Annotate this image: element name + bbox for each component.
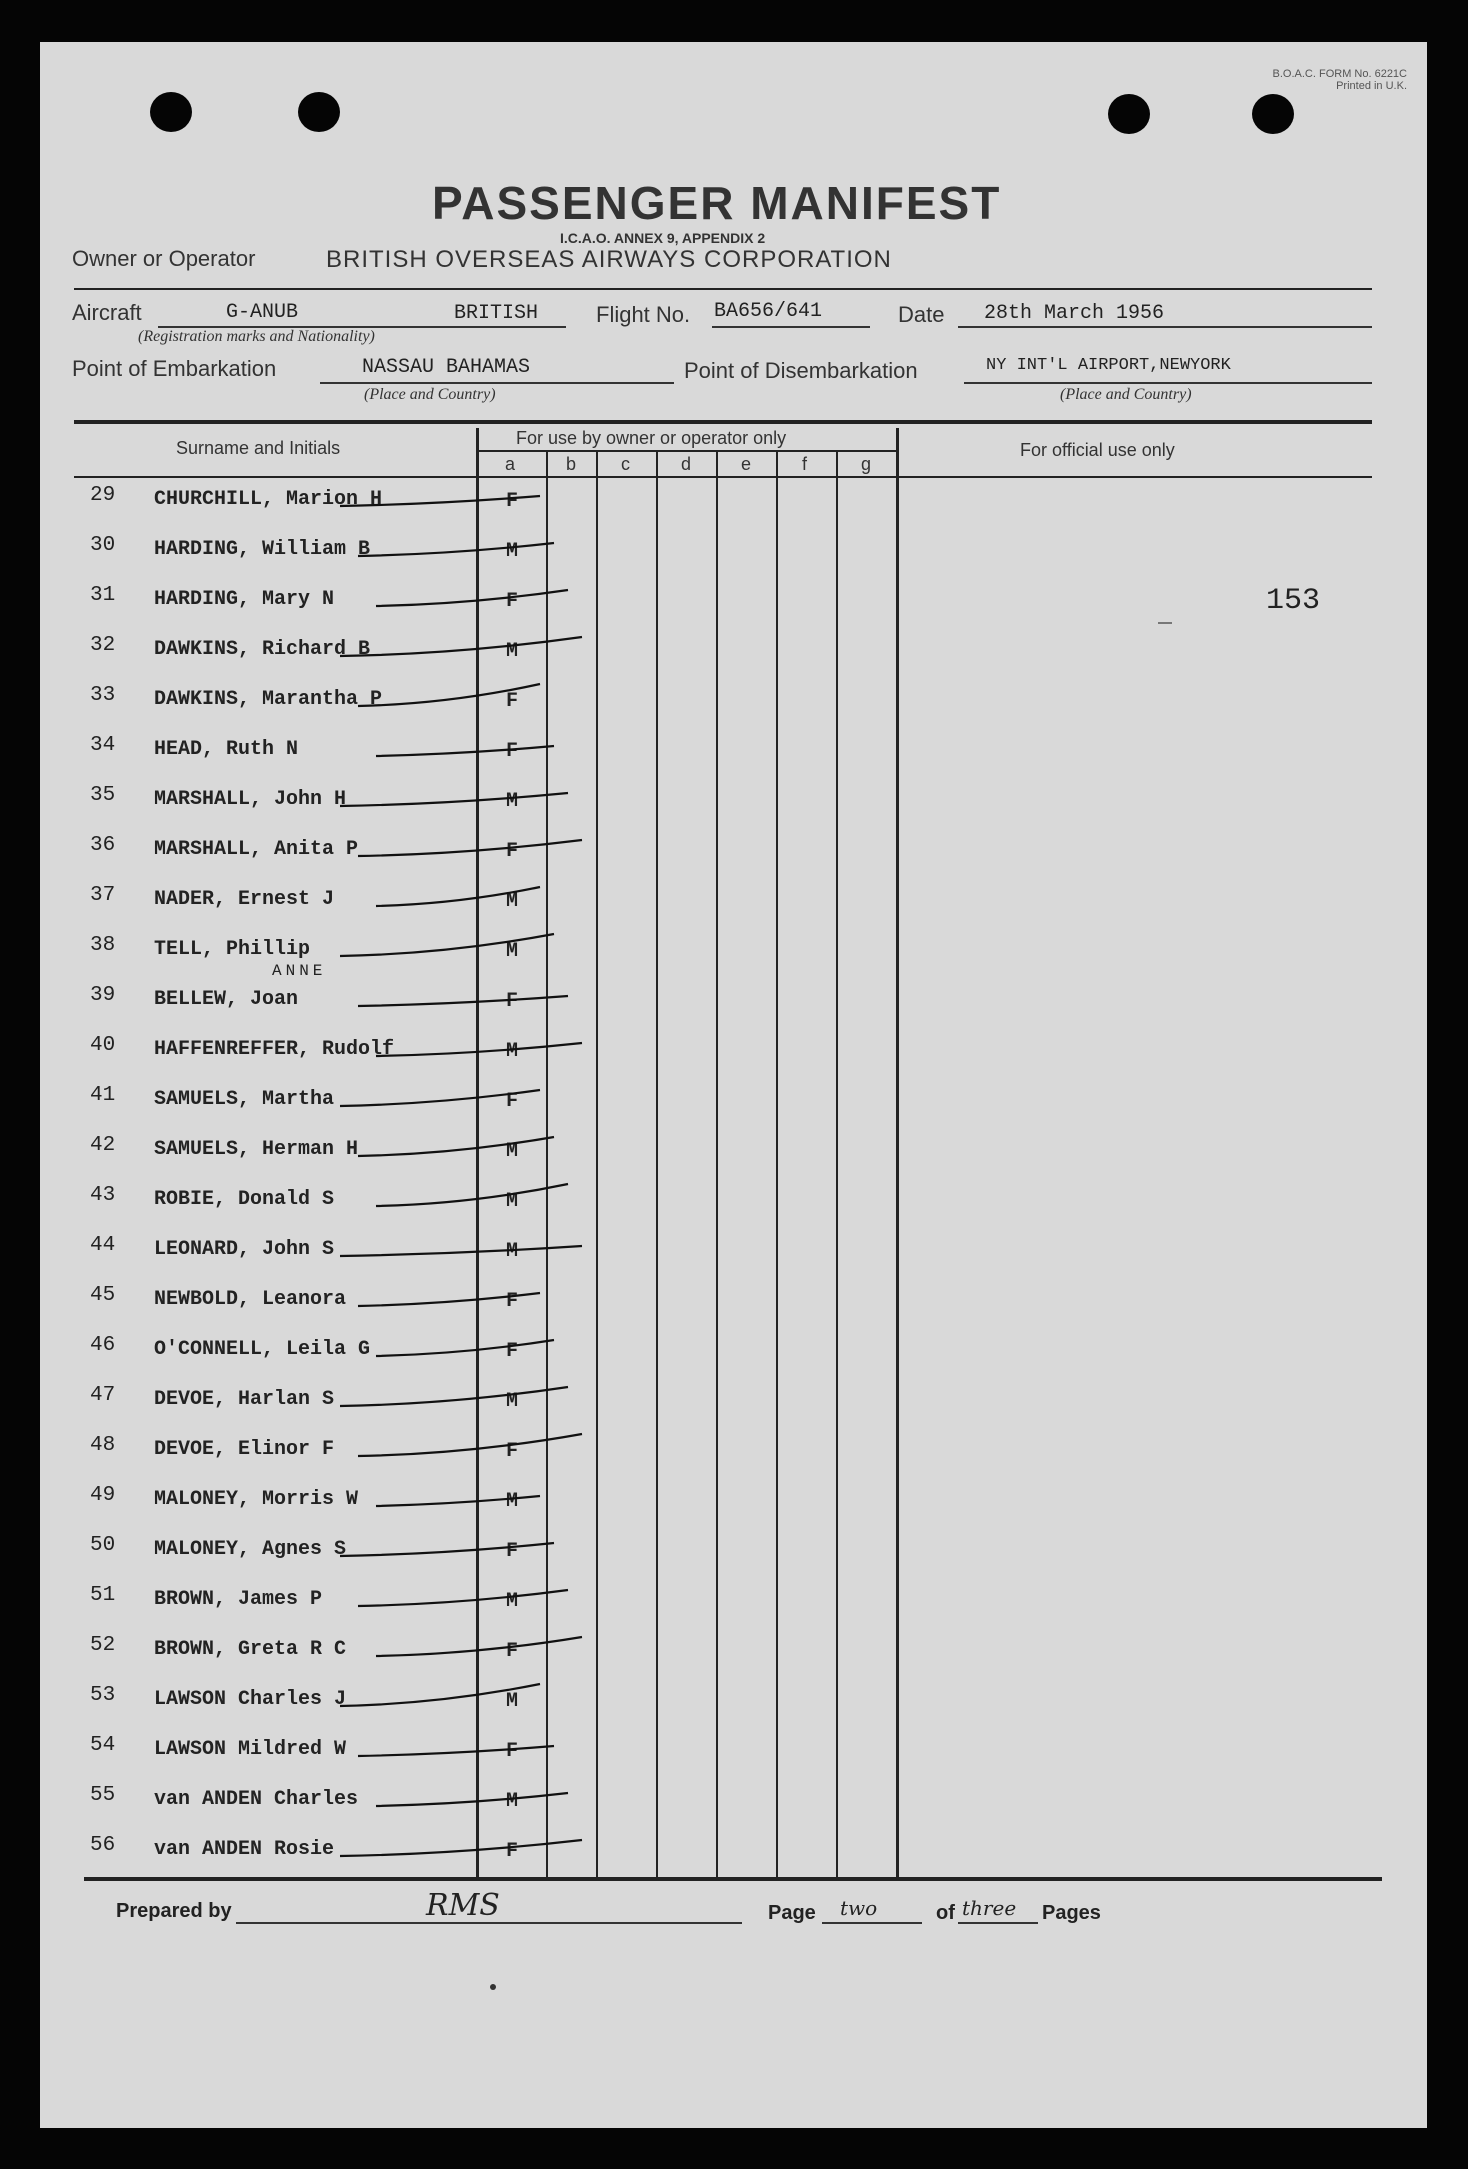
- page-label: Page: [768, 1902, 816, 1924]
- passenger-name: SAMUELS, Martha: [154, 1088, 335, 1111]
- passenger-sex: M: [505, 890, 518, 913]
- check-stroke: [358, 684, 540, 706]
- row-number: 40: [90, 1034, 116, 1057]
- passenger-sex: F: [505, 1340, 518, 1363]
- page-number: two: [840, 1896, 878, 1920]
- embarkation-value: NASSAU BAHAMAS: [362, 356, 531, 379]
- passenger-name: NEWBOLD, Leanora: [154, 1288, 347, 1311]
- passenger-sex: F: [505, 990, 518, 1013]
- check-stroke: [376, 1637, 582, 1656]
- form-subtitle: I.C.A.O. ANNEX 9, APPENDIX 2: [560, 230, 766, 246]
- row-number: 56: [90, 1834, 116, 1857]
- row-number: 31: [90, 584, 116, 607]
- passenger-name: ROBIE, Donald S: [154, 1188, 335, 1211]
- row-number: 39: [90, 984, 116, 1007]
- passenger-name: BROWN, Greta R C: [154, 1638, 347, 1661]
- pages-label: Pages: [1042, 1902, 1101, 1924]
- row-number: 41: [90, 1084, 116, 1107]
- passenger-name: HAFFENREFFER, Rudolf: [154, 1038, 395, 1061]
- passenger-name: TELL, Phillip: [154, 938, 311, 961]
- column-header-g: g: [861, 454, 872, 474]
- passenger-sex: M: [505, 940, 518, 963]
- passenger-sex: M: [505, 540, 518, 563]
- passenger-sex: F: [505, 1840, 518, 1863]
- check-stroke: [376, 1340, 554, 1356]
- of-label: of: [936, 1902, 955, 1924]
- check-stroke: [340, 793, 568, 806]
- passenger-sex: M: [505, 1240, 518, 1263]
- check-stroke: [340, 1543, 554, 1556]
- page-title: PASSENGER MANIFEST: [432, 177, 1002, 229]
- row-number: 29: [90, 484, 116, 507]
- passenger-sex: M: [505, 1490, 518, 1513]
- passenger-name: DAWKINS, Marantha P: [154, 688, 383, 711]
- passenger-sex: F: [505, 1290, 518, 1313]
- column-header-b: b: [566, 454, 577, 474]
- aircraft-registration: G-ANUB: [226, 301, 299, 324]
- aircraft-nationality: BRITISH: [454, 302, 539, 325]
- check-stroke: [340, 1840, 582, 1856]
- check-stroke: [358, 1434, 582, 1456]
- passenger-sex: M: [505, 1040, 518, 1063]
- passenger-sex: F: [505, 1640, 518, 1663]
- check-stroke: [358, 1137, 554, 1156]
- passenger-name: LEONARD, John S: [154, 1238, 335, 1261]
- manifest-sheet: [40, 42, 1427, 2128]
- passenger-sex: F: [505, 740, 518, 763]
- column-header-d: d: [681, 454, 692, 474]
- aircraft-hint: (Registration marks and Nationality): [138, 328, 375, 345]
- row-number: 32: [90, 634, 116, 657]
- passenger-sex: M: [505, 1390, 518, 1413]
- check-stroke: [376, 590, 568, 606]
- official-use-header: For official use only: [1020, 440, 1175, 460]
- flight-value: BA656/641: [714, 300, 823, 323]
- handwritten-tick-marks: [40, 42, 1427, 2128]
- check-stroke: [340, 1246, 582, 1256]
- row-number: 46: [90, 1334, 116, 1357]
- passenger-name: MALONEY, Agnes S: [154, 1538, 347, 1561]
- column-header-f: f: [802, 454, 808, 474]
- check-stroke: [340, 1090, 540, 1106]
- row-number: 52: [90, 1634, 116, 1657]
- passenger-name: CHURCHILL, Marion H: [154, 488, 383, 511]
- passenger-name: MARSHALL, Anita P: [154, 838, 359, 861]
- row-number: 44: [90, 1234, 116, 1257]
- row-number: 34: [90, 734, 116, 757]
- passenger-sex: F: [505, 490, 518, 513]
- passenger-sex: F: [505, 1540, 518, 1563]
- passenger-name: DEVOE, Elinor F: [154, 1438, 335, 1461]
- prepared-by-initials: RMS: [426, 1888, 500, 1923]
- date-label: Date: [898, 302, 945, 327]
- disembarkation-hint: (Place and Country): [1060, 386, 1192, 403]
- passenger-name: DAWKINS, Richard B: [154, 638, 371, 661]
- row-number: 49: [90, 1484, 116, 1507]
- passenger-sex: M: [505, 790, 518, 813]
- embarkation-label: Point of Embarkation: [72, 356, 277, 381]
- printed-in: Printed in U.K.: [1336, 80, 1407, 92]
- passenger-sex: F: [505, 590, 518, 613]
- check-stroke: [358, 996, 568, 1006]
- passenger-sex: M: [505, 1590, 518, 1613]
- passenger-name: DEVOE, Harlan S: [154, 1388, 335, 1411]
- check-stroke: [358, 1746, 554, 1756]
- passenger-name: van ANDEN Rosie: [154, 1838, 335, 1861]
- row-number: 33: [90, 684, 116, 707]
- row-number: 42: [90, 1134, 116, 1157]
- row-number: 45: [90, 1284, 116, 1307]
- passenger-name: MARSHALL, John H: [154, 788, 347, 811]
- row-number: 53: [90, 1684, 116, 1707]
- passenger-sex: F: [505, 1440, 518, 1463]
- row-number: 36: [90, 834, 116, 857]
- check-stroke: [376, 1043, 582, 1056]
- column-header-e: e: [741, 454, 752, 474]
- passenger-sex: F: [505, 1740, 518, 1763]
- prepared-by-label: Prepared by: [116, 1900, 232, 1922]
- row-number: 37: [90, 884, 116, 907]
- check-stroke: [358, 543, 554, 556]
- check-stroke: [340, 1387, 568, 1406]
- passenger-sex: M: [505, 640, 518, 663]
- name-annotation: ANNE: [272, 962, 327, 980]
- check-stroke: [340, 637, 582, 656]
- operator-label: Owner or Operator: [72, 246, 256, 271]
- operator-value: BRITISH OVERSEAS AIRWAYS CORPORATION: [326, 246, 892, 273]
- row-number: 38: [90, 934, 116, 957]
- form-number: B.O.A.C. FORM No. 6221C: [1272, 68, 1407, 80]
- passenger-sex: F: [505, 840, 518, 863]
- column-header-a: a: [505, 454, 516, 474]
- check-stroke: [340, 1684, 540, 1706]
- passenger-sex: M: [505, 1790, 518, 1813]
- row-number: 54: [90, 1734, 116, 1757]
- passenger-name: HARDING, William B: [154, 538, 371, 561]
- date-value: 28th March 1956: [984, 302, 1165, 325]
- check-stroke: [376, 887, 540, 906]
- total-pages: three: [962, 1896, 1017, 1920]
- check-stroke: [358, 840, 582, 856]
- check-stroke: [376, 746, 554, 756]
- page-field: [822, 1922, 922, 1924]
- passenger-sex: M: [505, 1690, 518, 1713]
- flight-label: Flight No.: [596, 302, 691, 327]
- passenger-name: LAWSON Charles J: [154, 1688, 347, 1711]
- check-stroke: [358, 1293, 540, 1306]
- row-number: 43: [90, 1184, 116, 1207]
- passenger-name: LAWSON Mildred W: [154, 1738, 347, 1761]
- check-stroke: [376, 1793, 568, 1806]
- passenger-name: NADER, Ernest J: [154, 888, 335, 911]
- passenger-name: MALONEY, Morris W: [154, 1488, 359, 1511]
- check-stroke: [376, 1496, 540, 1506]
- passenger-name: HEAD, Ruth N: [154, 738, 299, 761]
- official-note: 153: [1266, 584, 1321, 618]
- row-number: 47: [90, 1384, 116, 1407]
- total-pages-field: [958, 1922, 1038, 1924]
- row-number: 48: [90, 1434, 116, 1457]
- name-column-header: Surname and Initials: [176, 438, 341, 458]
- passenger-sex: F: [505, 1090, 518, 1113]
- passenger-name: O'CONNELL, Leila G: [154, 1338, 371, 1361]
- column-header-c: c: [621, 454, 630, 474]
- check-stroke: [376, 1184, 568, 1206]
- row-number: 55: [90, 1784, 116, 1807]
- check-stroke: [340, 934, 554, 956]
- check-stroke: [358, 1590, 568, 1606]
- disembarkation-value: NY INT'L AIRPORT,NEWYORK: [986, 356, 1231, 375]
- row-number: 50: [90, 1534, 116, 1557]
- embarkation-hint: (Place and Country): [364, 386, 496, 403]
- row-number: 51: [90, 1584, 116, 1607]
- owner-use-header: For use by owner or operator only: [516, 428, 787, 448]
- stray-dot: [490, 1984, 496, 1990]
- passenger-sex: M: [505, 1190, 518, 1213]
- passenger-name: SAMUELS, Herman H: [154, 1138, 359, 1161]
- check-stroke: [340, 496, 540, 506]
- disembarkation-label: Point of Disembarkation: [684, 358, 918, 383]
- passenger-sex: F: [505, 690, 518, 713]
- row-number: 35: [90, 784, 116, 807]
- passenger-sex: M: [505, 1140, 518, 1163]
- passenger-name: BROWN, James P: [154, 1588, 323, 1611]
- passenger-name: HARDING, Mary N: [154, 588, 335, 611]
- passenger-name: BELLEW, Joan: [154, 988, 299, 1011]
- passenger-name: van ANDEN Charles: [154, 1788, 359, 1811]
- row-number: 30: [90, 534, 116, 557]
- aircraft-label: Aircraft: [72, 300, 142, 325]
